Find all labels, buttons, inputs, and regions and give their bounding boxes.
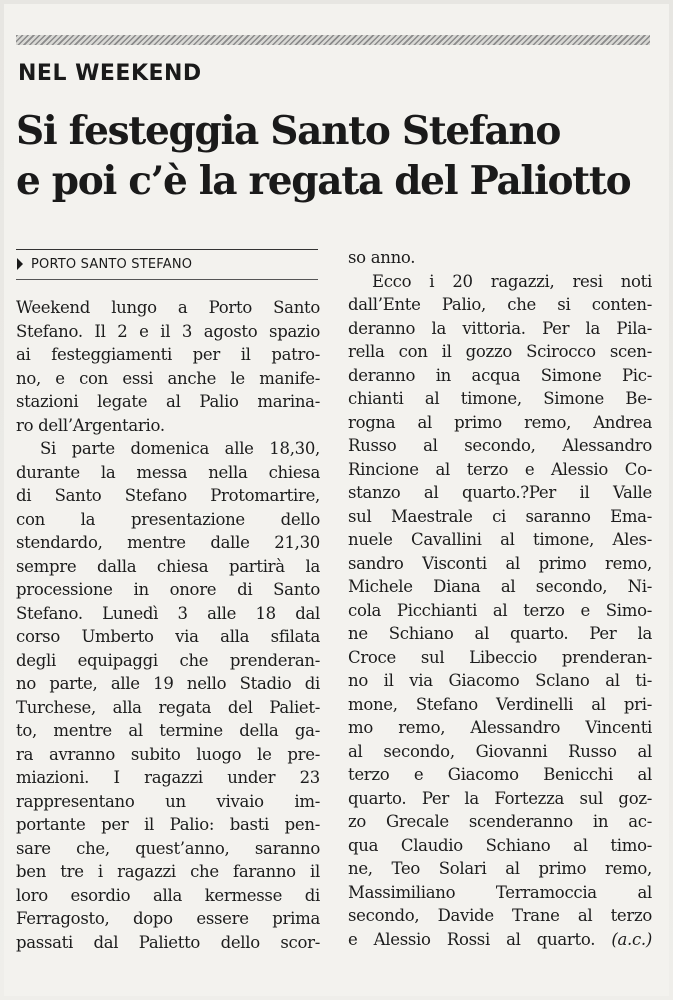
text-line-content: deranno in acqua Simone Pic- xyxy=(348,365,652,385)
text-line-content: nuele Cavallini al timone, Ales- xyxy=(348,530,652,549)
text-line xyxy=(348,340,652,364)
text-line xyxy=(348,646,652,670)
text-line-content: Ferragosto, dopo essere prima xyxy=(16,909,320,928)
text-line-content: sare che, quest’anno, saranno xyxy=(16,838,320,858)
text-line-content: miazioni. I ragazzi under 23 xyxy=(16,768,320,787)
text-line-content: cola Picchianti al terzo e Simo- xyxy=(348,600,652,620)
text-line-content: no parte, alle 19 nello Stadio di xyxy=(16,674,320,693)
text-line xyxy=(16,437,320,461)
text-line-content: Rincione al terzo e Alessio Co- xyxy=(348,459,652,479)
text-line-content: Croce sul Libeccio prenderan- xyxy=(348,647,652,667)
text-line-content: rogna al primo remo, Andrea xyxy=(348,412,652,432)
text-line-content: rella con il gozzo Scirocco scen- xyxy=(348,342,652,361)
text-line xyxy=(16,696,320,720)
article-column-1 xyxy=(16,296,320,954)
text-line-content: Weekend lungo a Porto Santo xyxy=(16,298,320,317)
dateline-rule-top xyxy=(16,249,318,250)
text-line-content: to, mentre al termine della ga- xyxy=(16,721,320,740)
text-line xyxy=(348,810,652,834)
text-line-content: ben tre i ragazzi che faranno il xyxy=(16,862,320,881)
text-line-content: dall’Ente Palio, che si conten- xyxy=(348,295,652,314)
text-line xyxy=(348,693,652,717)
text-line xyxy=(16,719,320,743)
text-line xyxy=(348,575,652,599)
text-line xyxy=(16,672,320,696)
text-line-content: deranno la vittoria. Per la Pila- xyxy=(348,318,652,338)
text-line xyxy=(16,907,320,931)
headline-line-1: Si festeggia Santo Stefano xyxy=(16,108,561,154)
text-line-content: portante per il Palio: basti pen- xyxy=(16,815,320,834)
text-line xyxy=(16,484,320,508)
text-line-content: passati dal Palietto dello scor- xyxy=(16,932,320,952)
text-line-content: ne Schiano al quarto. Per la xyxy=(348,624,652,643)
text-line-content: stazioni legate al Palio marina- xyxy=(16,392,320,411)
text-line-content: Michele Diana al secondo, Ni- xyxy=(348,577,652,596)
text-line xyxy=(348,505,652,529)
text-line xyxy=(348,270,652,294)
text-line-content: sandro Visconti al primo remo, xyxy=(348,553,652,573)
text-line xyxy=(16,320,320,344)
text-line xyxy=(348,293,652,317)
text-line-content: ra avranno subito luogo le pre- xyxy=(16,744,320,764)
text-line-content: durante la messa nella chiesa xyxy=(16,462,320,482)
text-line-content: zo Grecale scenderanno in ac- xyxy=(348,812,652,831)
section-kicker: NEL WEEKEND xyxy=(18,61,202,86)
text-line xyxy=(16,743,320,767)
text-line-content: chianti al timone, Simone Be- xyxy=(348,389,652,408)
text-line-content: sempre dalla chiesa partirà la xyxy=(16,556,320,576)
text-line xyxy=(348,881,652,905)
text-line-content: stanzo al quarto.?Per il Valle xyxy=(348,483,652,502)
text-line-content: rappresentano un vivaio im- xyxy=(16,791,320,811)
text-line-content: loro esordio alla kermesse di xyxy=(16,885,320,905)
text-line-content: ai festeggiamenti per il patro- xyxy=(16,345,320,364)
text-line-content: so anno. xyxy=(348,248,416,267)
text-line xyxy=(16,649,320,673)
text-line xyxy=(16,296,320,320)
text-line xyxy=(348,716,652,740)
author-signature: (a.c.) xyxy=(611,929,652,949)
text-line xyxy=(348,787,652,811)
text-line xyxy=(348,599,652,623)
text-line xyxy=(16,531,320,555)
text-line xyxy=(348,669,652,693)
text-line-content: mone, Stefano Verdinelli al pri- xyxy=(348,694,652,714)
text-line-content: degli equipaggi che prenderan- xyxy=(16,650,320,670)
text-line-content: terzo e Giacomo Benicchi al xyxy=(348,765,652,784)
text-line xyxy=(16,367,320,391)
text-line-content: Stefano. Lunedì 3 alle 18 dal xyxy=(16,603,320,623)
text-line-content: con la presentazione dello xyxy=(16,509,320,529)
text-line xyxy=(348,904,652,928)
text-line xyxy=(16,884,320,908)
text-line-content: Turchese, alla regata del Paliet- xyxy=(16,697,320,717)
section-hatch-bar xyxy=(16,35,650,45)
text-line xyxy=(348,364,652,388)
text-line xyxy=(348,834,652,858)
text-line xyxy=(348,411,652,435)
text-line-content: ne, Teo Solari al primo remo, xyxy=(348,859,652,878)
article-headline xyxy=(16,106,666,206)
text-line-content: di Santo Stefano Protomartire, xyxy=(16,486,320,505)
text-line-content: no, e con essi anche le manife- xyxy=(16,368,320,388)
text-line xyxy=(16,813,320,837)
text-line xyxy=(348,481,652,505)
text-line-content: Massimiliano Terramoccia al xyxy=(348,882,652,902)
text-line-content: e Alessio Rossi al quarto. xyxy=(348,929,596,949)
text-line xyxy=(348,857,652,881)
dateline-rule-bottom xyxy=(16,279,318,280)
text-line-content: no il via Giacomo Sclano al ti- xyxy=(348,671,652,690)
text-line xyxy=(16,766,320,790)
text-line xyxy=(16,555,320,579)
text-line xyxy=(16,625,320,649)
text-line-content: mo remo, Alessandro Vincenti xyxy=(348,718,652,737)
headline-line-2: e poi c’è la regata del Paliotto xyxy=(16,158,631,204)
text-line xyxy=(16,461,320,485)
text-line xyxy=(16,602,320,626)
text-line-content: Russo al secondo, Alessandro xyxy=(348,436,652,455)
text-line-content: Si parte domenica alle 18,30, xyxy=(40,439,320,458)
text-line-content: Ecco i 20 ragazzi, resi noti xyxy=(372,271,652,291)
text-line xyxy=(348,528,652,552)
text-line xyxy=(16,508,320,532)
text-line xyxy=(348,317,652,341)
text-line xyxy=(348,740,652,764)
article-column-2 xyxy=(348,246,652,951)
dateline-marker-icon xyxy=(17,258,23,270)
text-line xyxy=(348,552,652,576)
dateline xyxy=(17,257,192,272)
text-line-content: al secondo, Giovanni Russo al xyxy=(348,741,652,761)
dateline-location: PORTO SANTO STEFANO xyxy=(31,257,193,272)
text-line xyxy=(348,928,652,952)
text-line-content: secondo, Davide Trane al terzo xyxy=(348,906,652,925)
text-line xyxy=(16,860,320,884)
text-line xyxy=(348,458,652,482)
text-line xyxy=(348,622,652,646)
text-line-content: qua Claudio Schiano al timo- xyxy=(348,835,652,855)
text-line xyxy=(16,414,320,438)
text-line-content: ro dell’Argentario. xyxy=(16,415,165,435)
text-line xyxy=(16,390,320,414)
text-line-content: Stefano. Il 2 e il 3 agosto spazio xyxy=(16,321,320,341)
text-line xyxy=(16,343,320,367)
text-line xyxy=(16,790,320,814)
text-line xyxy=(348,387,652,411)
text-line-content: quarto. Per la Fortezza sul goz- xyxy=(348,788,652,808)
text-line-content: processione in onore di Santo xyxy=(16,580,320,599)
text-line-content: corso Umberto via alla sfilata xyxy=(16,627,320,646)
text-line-content: stendardo, mentre dalle 21,30 xyxy=(16,533,320,552)
text-line xyxy=(16,578,320,602)
text-line xyxy=(348,763,652,787)
text-line xyxy=(16,837,320,861)
text-line xyxy=(348,246,652,270)
text-line xyxy=(348,434,652,458)
text-line-content: sul Maestrale ci saranno Ema- xyxy=(348,506,652,526)
text-line xyxy=(16,931,320,955)
